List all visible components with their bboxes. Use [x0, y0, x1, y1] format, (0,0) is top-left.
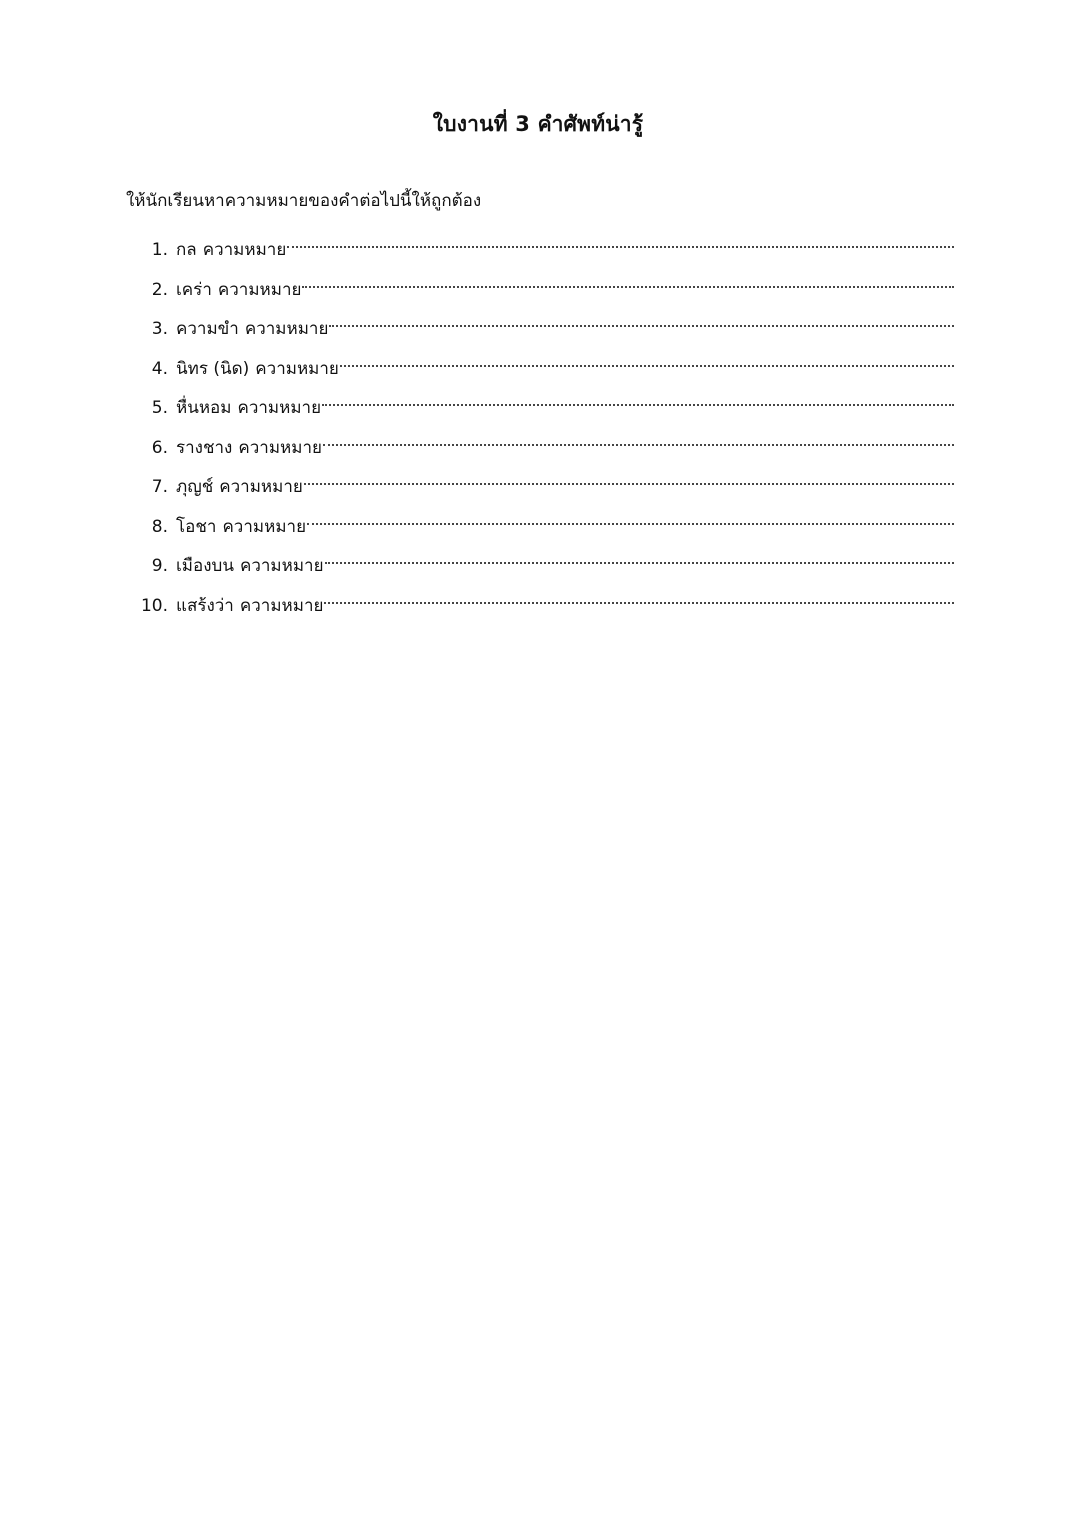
vocabulary-word: กล: [176, 240, 197, 260]
meaning-label: ความหมาย: [217, 279, 302, 300]
list-item: [126, 265, 954, 305]
vocabulary-word: รางชาง: [176, 437, 233, 458]
meaning-label: ความหมาย: [219, 477, 303, 497]
item-number: 2.: [151, 279, 168, 300]
answer-dotted-line[interactable]: [287, 225, 954, 255]
answer-dotted-line[interactable]: [329, 304, 954, 334]
vocabulary-list: [126, 225, 954, 620]
item-number: 8.: [151, 516, 168, 537]
list-item: [126, 502, 954, 542]
answer-dotted-line[interactable]: [307, 502, 954, 532]
worksheet-title: ใบงานที่ 3 คำศัพท์น่ารู้: [432, 112, 644, 136]
item-number: 9.: [151, 556, 168, 576]
meaning-label: ความหมาย: [238, 437, 322, 458]
vocabulary-word: เคร่า: [176, 279, 212, 300]
answer-dotted-line[interactable]: [322, 383, 954, 413]
vocabulary-word: นิทร (นิด): [176, 358, 250, 379]
item-number: 6.: [151, 437, 168, 458]
list-item: [126, 462, 954, 502]
meaning-label: ความหมาย: [202, 240, 287, 260]
vocabulary-word: เมืองบน: [176, 556, 234, 576]
answer-dotted-line[interactable]: [324, 581, 954, 611]
meaning-label: ความหมาย: [239, 595, 324, 616]
answer-dotted-line[interactable]: [302, 265, 954, 295]
list-item: [126, 344, 954, 384]
meaning-label: ความหมาย: [239, 556, 324, 576]
item-number: 10.: [140, 595, 168, 616]
list-item: [126, 304, 954, 344]
instruction-text: ให้นักเรียนหาความหมายของคำต่อไปนี้ให้ถูกต้อง: [126, 191, 482, 211]
answer-dotted-line[interactable]: [323, 423, 954, 453]
list-item: [126, 581, 954, 621]
list-item: [126, 225, 954, 265]
meaning-label: ความหมาย: [244, 319, 329, 339]
vocabulary-word: แสร้งว่า: [176, 595, 234, 616]
vocabulary-word: หื่นหอม: [176, 398, 232, 418]
list-item: [126, 541, 954, 581]
vocabulary-word: ภุญช์: [176, 477, 214, 497]
answer-dotted-line[interactable]: [304, 462, 954, 492]
item-number: 1.: [151, 240, 168, 260]
item-number: 4.: [151, 358, 168, 379]
vocabulary-word: ความขำ: [176, 319, 239, 339]
item-number: 3.: [151, 319, 168, 339]
item-number: 5.: [151, 398, 168, 418]
list-item: [126, 423, 954, 463]
meaning-label: ความหมาย: [255, 358, 339, 379]
answer-dotted-line[interactable]: [325, 541, 954, 571]
vocabulary-word: โอชา: [176, 516, 217, 537]
answer-dotted-line[interactable]: [340, 344, 954, 374]
item-number: 7.: [151, 477, 168, 497]
meaning-label: ความหมาย: [237, 398, 322, 418]
list-item: [126, 383, 954, 423]
meaning-label: ความหมาย: [222, 516, 307, 537]
